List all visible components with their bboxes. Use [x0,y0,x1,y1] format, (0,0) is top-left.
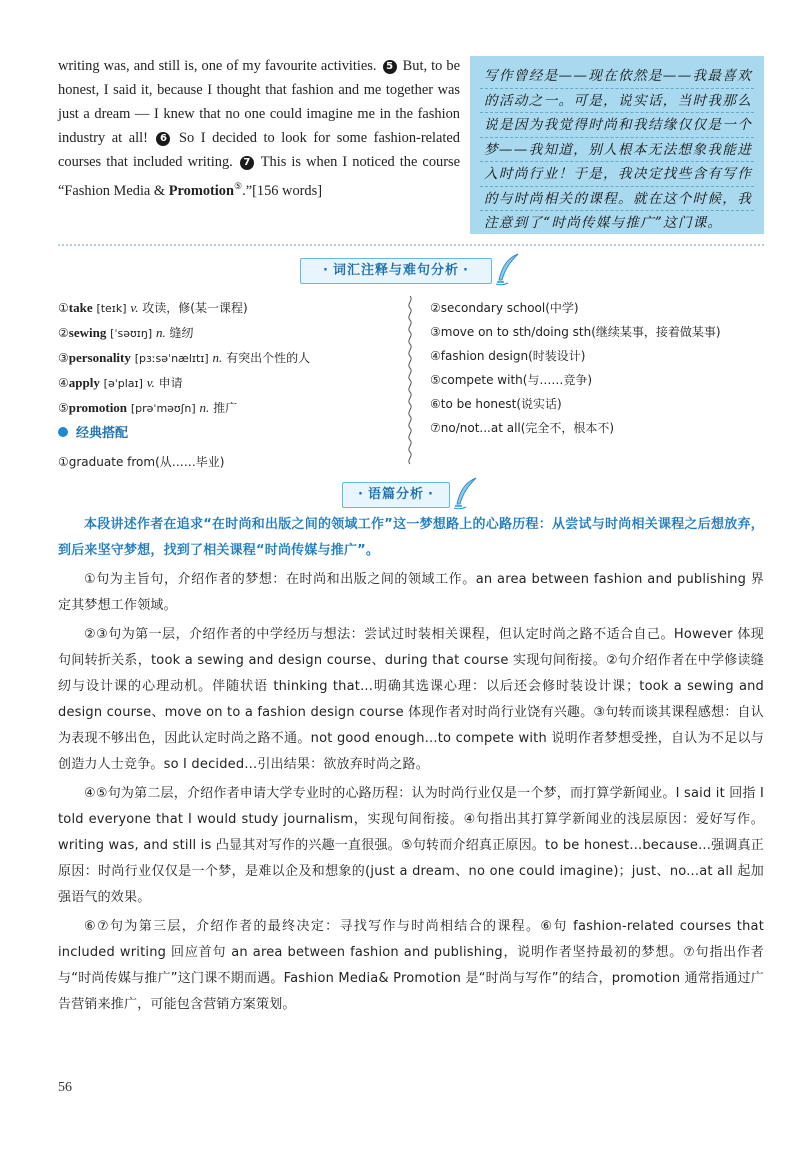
vocab-item: ③personality [pɜːsəˈnælɪtɪ] n. 有突出个性的人 [58,350,311,365]
quill-pen-icon [452,476,478,510]
analysis-paragraph-4: ⑥⑦句为第三层，介绍作者的最终决定：寻找写作与时尚相结合的课程。⑥句 fashion-related courses that included writing 回应首句 an area between fashion and publishing，说明作者坚持最初的梦想。⑦句指出作者与“时尚传媒与推广”这门课不期而遇。Fashion Media& Promotion 是“时尚与写作”的结合，promotion 通常指通过广告营销来推广，可能包含营销方案策划。 [58,919,764,1012]
phrase-item: ④fashion design(时装设计) [430,349,586,363]
vocab-section-heading: · 词汇注释与难句分析 · [300,258,492,284]
passage-line-4c: .”[156 words] [242,182,323,199]
column-divider [405,296,415,468]
phrase-item: ⑥to be honest(说实话) [430,397,562,411]
passage-line-3: So I decided to look for some fashion-related courses that included writing. [58,130,460,170]
page-number: 56 [58,1080,72,1095]
phrase-item: ⑤compete with(与……竞争) [430,373,593,387]
sentence-number-6: 6 [156,132,170,146]
phrase-item: ⑦no/not...at all(完全不，根本不) [430,421,615,435]
passage-line-2: But, to be honest, I said it, because I thought that fashion and me together was just a dream — I knew that no one could imagine me in the fashion industry at all! [58,58,460,146]
passage-footnote-mark: ⑤ [234,181,243,191]
passage-promotion-word: Promotion [168,182,235,199]
discourse-analysis [58,512,764,1018]
vocab-right-column [430,296,721,440]
collocation-list [58,450,224,474]
vocab-item: ④apply [əˈplaɪ] v. 申请 [58,375,183,390]
analysis-summary: 本段讲述作者在追求“在时尚和出版之间的领域工作”这一梦想路上的心路历程：从尝试与时尚相关课程之后想放弃，到后来坚守梦想，找到了相关课程“时尚传媒与推广”。 [58,517,764,558]
vocab-item: ①take [teɪk] v. 攻读，修(某一课程) [58,300,248,315]
vocab-item: ⑤promotion [prəˈməʊʃn] n. 推广 [58,400,238,415]
discourse-heading-text: 语篇分析 [367,487,424,502]
vocab-left-column [58,296,310,421]
discourse-section-heading: · 语篇分析 · [342,482,450,508]
sentence-number-5: 5 [383,60,397,74]
section-divider [58,244,764,246]
quill-pen-icon [494,252,520,286]
sentence-number-7: 7 [240,156,254,170]
analysis-paragraph-3: ④⑤句为第二层，介绍作者申请大学专业时的心路历程：认为时尚行业仅是一个梦，而打算学新闻业。I said it 回指 I told everyone that I would study journalism，实现句间衔接。④句指出其打算学新闻业的浅层原因：爱好写作。writing was, and still is 凸显其对写作的兴趣一直很强。⑤句转而介绍真正原因。to be honest...because...强调真正原因：时尚行业仅仅是一个梦，是难以企及和想象的(just a dream、no one could imagine)；just、no...at all 起加强语气的效果。 [58,786,764,905]
vocab-item: ②sewing [ˈsəʊɪŋ] n. 缝纫 [58,325,194,340]
vocab-heading-text: 词汇注释与难句分析 [332,263,459,278]
phrase-item: ②secondary school(中学) [430,301,579,315]
collocation-heading: 经典搭配 [58,422,128,446]
passage-line-1: writing was, and still is, one of my favourite activities. [58,58,377,74]
phrase-item: ③move on to sth/doing sth(继续某事，接着做某事) [430,325,721,339]
analysis-paragraph-1: ①句为主旨句，介绍作者的梦想：在时尚和出版之间的领域工作。an area between fashion and publishing 界定其梦想工作领域。 [58,572,764,613]
collocation-item: ①graduate from(从……毕业) [58,455,225,469]
passage-line-4a: This is when I noticed the course “Fashion Media & [58,154,460,199]
bullet-dot-icon [58,427,68,437]
analysis-paragraph-2: ②③句为第一层，介绍作者的中学经历与想法：尝试过时装相关课程，但认定时尚之路不适合自己。However 体现句间转折关系，took a sewing and design course、during that course 实现句间衔接。②句介绍作者在中学修读缝纫与设计课的心理动机。伴随状语 thinking that...明确其选课心理：以后还会修时装设计课；took a sewing and design course、move on to a fashion design course 体现作者对时尚行业饶有兴趣。③句转而谈其课程感想：自认为表现不够出色，因此认定时尚之路不通。not good enough...to compete with 说明作者梦想受挫，自认为不足以与创造力人士竞争。so I decided...引出结果：欲放弃时尚之路。 [58,627,764,772]
english-passage [58,54,460,203]
translation-box [470,56,764,234]
translation-text: 写作曾经是——现在依然是——我最喜欢的活动之一。可是，说实话，当时我那么说是因为我觉得时尚和我结缘仅仅是一个梦——我知道，别人根本无法想象我能进入时尚行业！于是，我决定找些含有写作的与时尚相关的课程。就在这个时候，我注意到了“时尚传媒与推广”这门课。 [484,68,752,231]
